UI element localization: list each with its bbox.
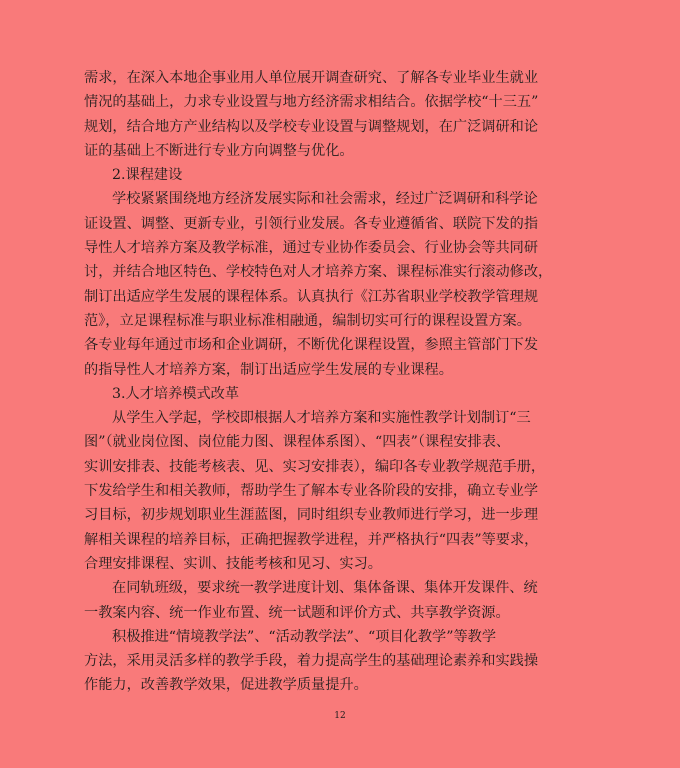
- text-line: 积极推进“情境教学法”、“活动教学法”、“项目化教学”等教学: [112, 628, 497, 645]
- text-line: 作能力，改善教学效果，促进教学质量提升。: [84, 677, 368, 694]
- text-line: 图”（就业岗位图、岗位能力图、课程体系图）、“四表”（课程安排表、: [84, 434, 511, 451]
- text-line: 范》，立足课程标准与职业标准相融通，编制切实可行的课程设置方案。: [84, 312, 531, 329]
- text-line: 方法，采用灵活多样的教学手段，着力提高学生的基础理论素养和实践操: [84, 653, 539, 670]
- text-line: 在同轨班级，要求统一教学进度计划、集体备课、集体开发课件、统: [112, 580, 538, 597]
- text-line: 实训安排表、技能考核表、见、实习安排表），编印各专业教学规范手册，: [84, 458, 546, 475]
- text-line: 导性人才培养方案及教学标准，通过专业协作委员会、行业协会等共同研: [84, 240, 539, 257]
- text-line: 各专业每年通过市场和企业调研，不断优化课程设置，参照主管部门下发: [84, 337, 539, 354]
- text-line: 情况的基础上，力求专业设置与地方经济需求相结合。依据学校“十三五”: [84, 94, 539, 111]
- text-line: 学校紧紧围绕地方经济发展实际和社会需求，经过广泛调研和科学论: [112, 191, 538, 208]
- text-line: 解相关课程的培养目标，正确把握教学进程，并严格执行“四表”等要求，: [84, 531, 539, 548]
- text-line: 习目标，初步规划职业生涯蓝图，同时组织专业教师进行学习，进一步理: [84, 507, 539, 524]
- page-number: 12: [334, 711, 346, 721]
- text-line: 的指导性人才培养方案，制订出适应学生发展的专业课程。: [84, 361, 453, 378]
- text-line: 从学生入学起，学校即根据人才培养方案和实施性教学计划制订“三: [112, 410, 531, 427]
- text-line: 讨，并结合地区特色、学校特色对人才培养方案、课程标准实行滚动修改，: [84, 264, 553, 281]
- section-heading-talent-training-reform: 3.人才培养模式改革: [112, 385, 240, 402]
- text-line: 合理安排课程、实训、技能考核和见习、实习。: [84, 555, 382, 572]
- text-line: 证的基础上不断进行专业方向调整与优化。: [84, 142, 354, 159]
- text-line: 下发给学生和相关教师，帮助学生了解本专业各阶段的安排，确立专业学: [84, 483, 539, 500]
- document-page: [84, 66, 600, 698]
- text-line: 一教案内容、统一作业布置、统一试题和评价方式、共享教学资源。: [84, 604, 510, 621]
- text-line: 证设置、调整、更新专业，引领行业发展。各专业遵循省、联院下发的指: [84, 215, 539, 232]
- text-line: 规划，结合地方产业结构以及学校专业设置与调整规划，在广泛调研和论: [84, 118, 539, 135]
- section-heading-course-construction: 2.课程建设: [112, 167, 183, 184]
- text-line: 制订出适应学生发展的课程体系。认真执行《江苏省职业学校教学管理规: [84, 288, 539, 305]
- text-line: 需求，在深入本地企事业用人单位展开调查研究、了解各专业毕业生就业: [84, 70, 539, 86]
